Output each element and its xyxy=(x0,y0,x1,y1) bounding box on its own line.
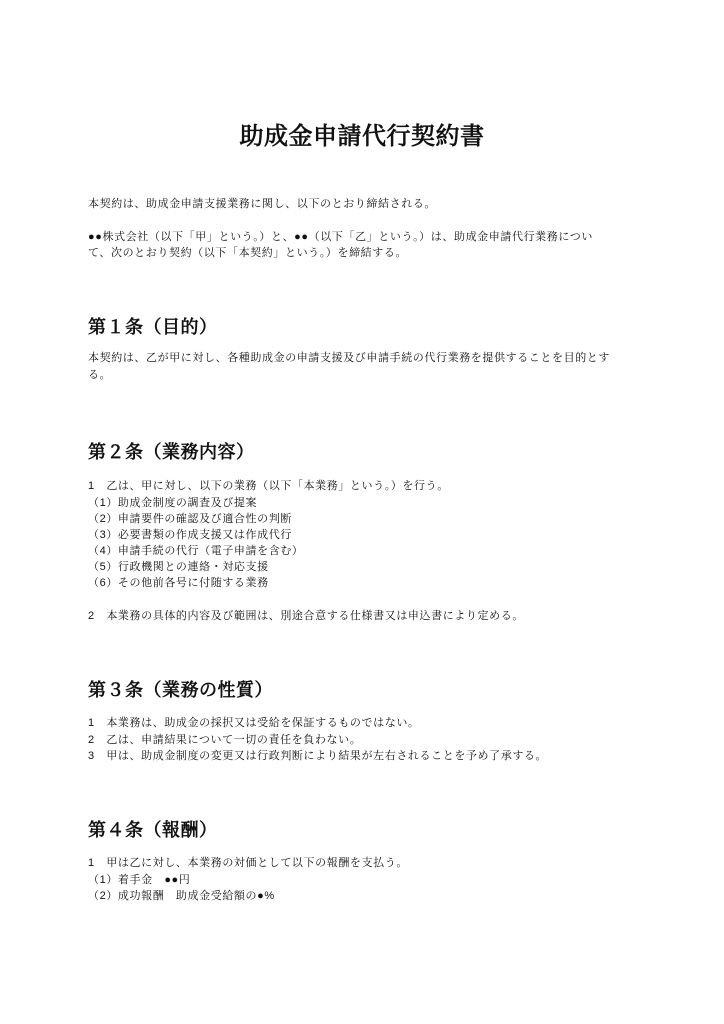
article-2-line: （6）その他前各号に付随する業務 xyxy=(88,577,269,589)
article-2-line: （5）行政機関との連絡・対応支援 xyxy=(88,561,269,573)
article-4-line: 1 甲は乙に対し、本業務の対価として以下の報酬を支払う。 xyxy=(88,857,408,869)
article-1-heading: 第１条（目的） xyxy=(88,317,218,337)
article-4-line: （2）成功報酬 助成金受給額の●% xyxy=(88,890,275,902)
article-2-line: （3）必要書類の作成支援又は作成代行 xyxy=(88,529,292,541)
article-2-heading: 第２条（業務内容） xyxy=(88,442,255,462)
article-4-line: （1）着手金 ●●円 xyxy=(88,874,191,886)
article-2-line: （2）申請要件の確認及び適合性の判断 xyxy=(88,513,292,525)
article-2-line: 2 本業務の具体的内容及び範囲は、別途合意する仕様書又は申込書により定める。 xyxy=(88,610,524,622)
article-2-line: （1）助成金制度の調査及び提案 xyxy=(88,497,258,509)
article-3-line: 3 甲は、助成金制度の変更又は行政判断により結果が左右されることを予め了承する。 xyxy=(88,750,548,762)
document-title: 助成金申請代行契約書 xyxy=(239,123,485,150)
article-3-line: 2 乙は、申請結果について一切の責任を負わない。 xyxy=(88,734,362,746)
article-2-line: （4）申請手続の代行（電子申請を含む） xyxy=(88,545,304,557)
preamble-line: 本契約は、助成金申請支援業務に関し、以下のとおり締結される。 xyxy=(88,198,436,210)
article-3-line: 1 本業務は、助成金の採択又は受給を保証するものではない。 xyxy=(88,717,420,729)
preamble-line: て、次のとおり契約（以下「本契約」という。）を締結する。 xyxy=(88,247,408,259)
article-1-line: る。 xyxy=(88,369,112,381)
article-2-line: 1 乙は、甲に対し、以下の業務（以下「本業務」という。）を行う。 xyxy=(88,480,449,492)
article-4-heading: 第４条（報酬） xyxy=(88,820,218,840)
article-3-heading: 第３条（業務の性質） xyxy=(88,680,273,700)
preamble-line: ●●株式会社（以下「甲」という。）と、●●（以下「乙」という。）は、助成金申請代行業務につい xyxy=(88,231,593,243)
article-1-line: 本契約は、乙が甲に対し、各種助成金の申請支援及び申請手続の代行業務を提供することを目的とす xyxy=(88,352,610,364)
